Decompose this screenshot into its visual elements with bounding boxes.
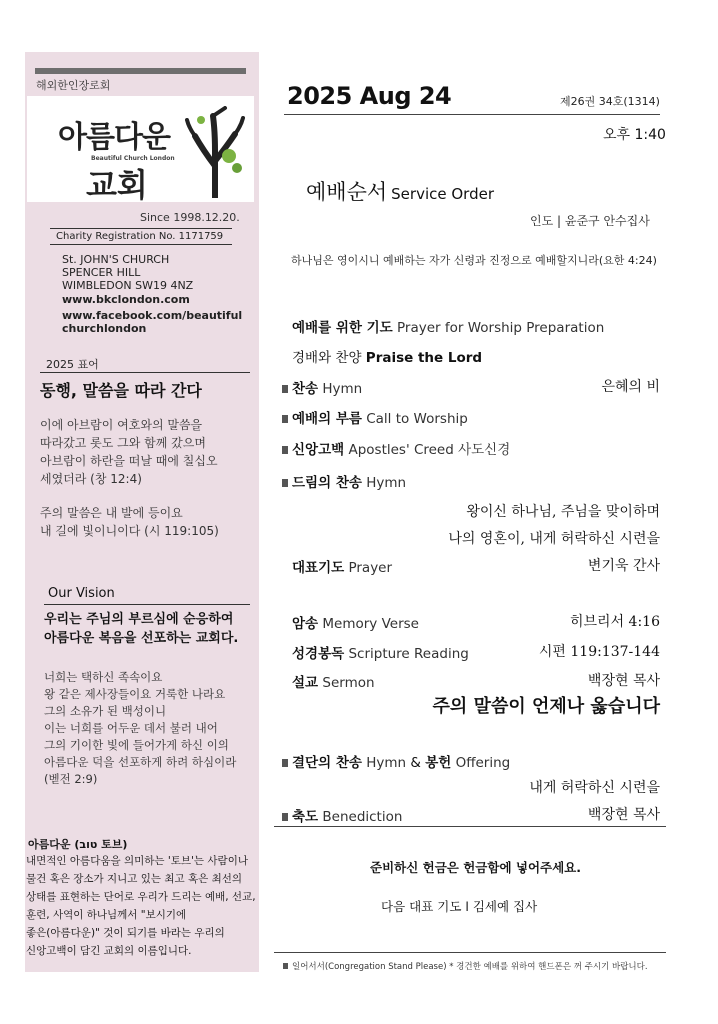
item-label-en: Scripture Reading — [348, 646, 469, 662]
motto-verse-line: 아브람이 하란을 떠날 때에 칠십오 — [40, 454, 218, 468]
hymn-title: 은혜의 비 — [601, 379, 660, 395]
title-en: Service Order — [391, 185, 494, 203]
order-item-memory-verse — [292, 612, 419, 632]
bulletin-date: 2025 Aug 24 — [287, 82, 452, 110]
scripture-ref: 시편 119:137-144 — [538, 644, 660, 660]
since-date: Since 1998.12.20. — [140, 211, 240, 224]
service-time: 오후 1:40 — [603, 127, 666, 143]
intro-verse: 하나님은 영이시니 예배하는 자가 신령과 진정으로 예배할지니라(요한 4:24) — [291, 254, 657, 267]
benediction-person: 백장현 목사 — [587, 807, 660, 823]
item-label-ko: 찬송 — [292, 381, 319, 397]
item-label-ko: 드림의 찬송 — [292, 475, 362, 491]
logo-word-bottom: 교회 — [86, 166, 148, 204]
vision-verse-line: (벧전 2:9) — [44, 772, 98, 786]
order-item-hymn — [282, 377, 362, 397]
rep-prayer-person: 변기욱 간사 — [587, 558, 660, 574]
address-line: WIMBLEDON SW19 4NZ — [62, 279, 194, 292]
item-label-en: Prayer — [348, 560, 393, 576]
sidebar-top-bar — [35, 68, 246, 74]
address-line: SPENCER HILL — [62, 266, 141, 279]
motto-verse-line: 세였더라 (창 12:4) — [40, 472, 142, 486]
divider — [40, 372, 250, 373]
motto-verse-line: 이에 아브람이 여호와의 말씀을 — [40, 418, 203, 432]
about-line: 훈련, 사역이 하나님께서 "보시기에 — [26, 909, 187, 921]
motto-verse-line: 주의 말씀은 내 발에 등이요 — [40, 506, 183, 520]
logo-word-top: 아름다운 — [58, 120, 170, 155]
motto-title: 동행, 말씀을 따라 간다 — [40, 381, 202, 400]
order-item-call-to-worship — [282, 407, 468, 427]
stand-marker-icon — [282, 415, 288, 423]
hymn-line: 왕이신 하나님, 주님을 맞이하며 — [466, 504, 660, 520]
vision-line: 우리는 주님의 부르심에 순응하여 — [44, 612, 234, 627]
offering-notice: 준비하신 헌금은 헌금함에 넣어주세요. — [370, 860, 582, 875]
divider — [284, 114, 660, 115]
website-link[interactable]: www.bkclondon.com — [62, 293, 190, 306]
item-label-ko: 결단의 찬송 — [292, 755, 362, 771]
vision-line: 아름다운 복음을 선포하는 교회다. — [44, 631, 239, 646]
about-line: 상태를 표현하는 단어로 우리가 드리는 예배, 선교, — [26, 891, 256, 903]
service-order-title — [306, 176, 494, 206]
divider — [44, 604, 250, 605]
sermon-preacher: 백장현 목사 — [587, 673, 660, 689]
vision-verse-line: 그의 기이한 빛에 들어가게 하신 이의 — [44, 738, 229, 752]
order-item-prayer-prep — [292, 316, 604, 336]
item-label-ko: 예배를 위한 기도 — [292, 320, 393, 336]
item-label-ko: 성경봉독 — [292, 646, 345, 662]
vision-title: Our Vision — [48, 586, 115, 601]
item-label-ko: 봉헌 — [425, 755, 452, 771]
item-label-ko: 암송 — [292, 616, 319, 632]
item-label-en: Call to Worship — [366, 411, 468, 427]
item-label-en: Memory Verse — [322, 616, 419, 632]
order-item-rep-prayer — [292, 556, 392, 576]
charity-registration: Charity Registration No. 1171759 — [56, 231, 224, 242]
facebook-link[interactable]: www.facebook.com/beautiful — [62, 309, 243, 322]
item-label-en: Sermon — [322, 675, 375, 691]
service-leader: 인도 | 윤준구 안수집사 — [530, 214, 650, 228]
item-label-en: Apostles' Creed 사도신경 — [348, 442, 511, 458]
divider — [50, 244, 232, 245]
item-label-ko: 대표기도 — [292, 560, 345, 576]
order-item-sermon — [292, 671, 375, 691]
item-label-en: Offering — [455, 755, 511, 771]
stand-marker-icon — [282, 446, 288, 454]
stand-marker-icon — [283, 963, 288, 969]
stand-marker-icon — [282, 759, 288, 767]
item-label-ko: 경배와 찬양 — [292, 350, 362, 366]
vision-verse-line: 이는 너희를 어두운 데서 불러 내어 — [44, 721, 218, 735]
divider — [274, 952, 666, 953]
item-label-en: Hymn — [322, 381, 363, 397]
tree-icon — [185, 106, 247, 198]
vision-verse-line: 그의 소유가 된 백성이니 — [44, 704, 167, 718]
divider — [50, 228, 232, 229]
item-label-amp: & — [410, 755, 421, 771]
item-label-en: Praise the Lord — [365, 350, 483, 366]
issue-number: 제26권 34호(1314) — [560, 95, 660, 108]
stand-marker-icon — [282, 813, 288, 821]
about-line: 물건 혹은 장소가 지니고 있는 최고 혹은 최선의 — [26, 873, 243, 885]
address-line: St. JOHN'S CHURCH — [62, 253, 170, 266]
hymn-line: 나의 영혼이, 내게 허락하신 시련을 — [448, 531, 660, 547]
denomination-name: 해외한인장로회 — [36, 79, 111, 92]
vision-verse-line: 왕 같은 제사장들이요 거룩한 나라요 — [44, 687, 226, 701]
facebook-link-cont[interactable]: churchlondon — [62, 322, 147, 335]
about-line: 내면적인 아름다움을 의미하는 '토브'는 사람이나 — [26, 855, 248, 867]
item-label-ko: 신앙고백 — [292, 442, 345, 458]
sermon-title: 주의 말씀이 언제나 옳습니다 — [432, 696, 660, 717]
order-item-praise — [292, 346, 482, 366]
item-label-ko: 축도 — [292, 809, 319, 825]
order-item-creed — [282, 438, 510, 458]
title-ko: 예배순서 — [306, 180, 388, 204]
item-label-ko: 설교 — [292, 675, 319, 691]
motto-verse-line: 내 길에 빛이니이다 (시 119:105) — [40, 524, 219, 538]
order-item-offering-hymn — [282, 471, 406, 491]
motto-label: 2025 표어 — [46, 358, 99, 371]
logo-subtitle: Beautiful Church London — [91, 155, 175, 162]
item-label-en: Hymn — [366, 475, 407, 491]
offering-hymn-title: 내게 허락하신 시련을 — [529, 780, 660, 796]
order-item-benediction — [282, 805, 402, 825]
footer-note — [283, 960, 648, 972]
item-label-en: Hymn — [366, 755, 407, 771]
stand-marker-icon — [282, 385, 288, 393]
item-label-en: Benediction — [322, 809, 403, 825]
order-item-decision-hymn-offering — [282, 751, 510, 771]
item-label-en: Prayer for Worship Preparation — [396, 320, 605, 336]
motto-verse-line: 따라갔고 롯도 그와 함께 갔으며 — [40, 436, 206, 450]
about-title: 아름다운 (טוב 토브) — [28, 838, 128, 851]
stand-marker-icon — [282, 479, 288, 487]
vision-verse-line: 너희는 택하신 족속이요 — [44, 670, 163, 684]
about-line: 신앙고백이 담긴 교회의 이름입니다. — [26, 945, 192, 957]
vision-verse-line: 아름다운 덕을 선포하게 하려 하심이라 — [44, 755, 237, 769]
divider — [274, 826, 666, 827]
footer-text: 일어서서(Congregation Stand Please) * 경건한 예배를 위하여 핸드폰은 꺼 주시기 바랍니다. — [292, 962, 648, 972]
order-item-scripture-reading — [292, 642, 469, 662]
item-label-ko: 예배의 부름 — [292, 411, 362, 427]
memory-verse-ref: 히브리서 4:16 — [570, 614, 660, 630]
next-prayer-notice: 다음 대표 기도 l 김세예 집사 — [381, 899, 538, 914]
about-line: 좋은(아름다운)" 것이 되기를 바라는 우리의 — [26, 927, 225, 939]
